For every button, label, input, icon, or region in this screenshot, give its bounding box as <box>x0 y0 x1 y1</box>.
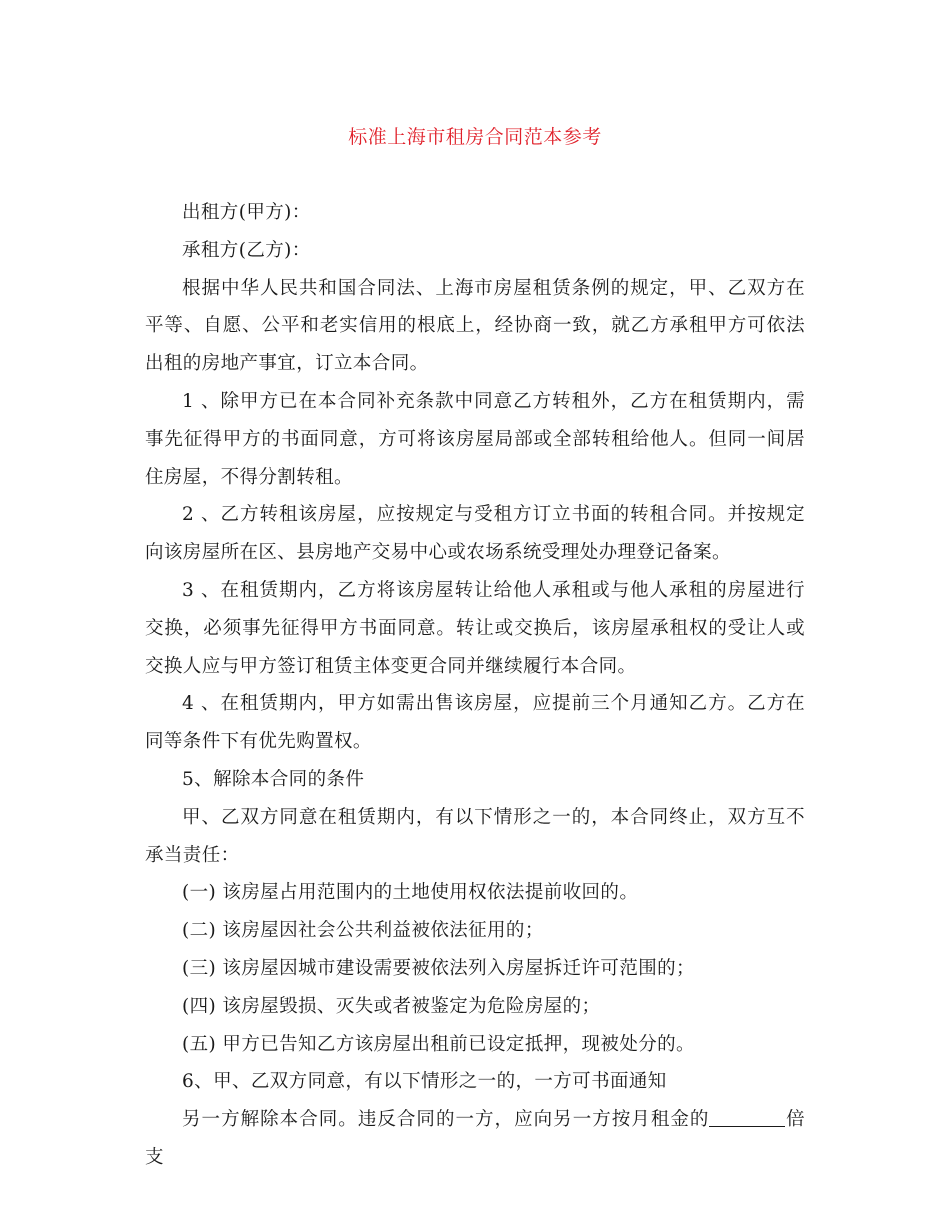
paragraph-clause-5-heading: 5、解除本合同的条件 <box>182 768 365 790</box>
fill-in-blank <box>709 1108 785 1128</box>
paragraph-item-5: (五) 甲方已告知乙方该房屋出租前已设定抵押，现被处分的。 <box>182 1033 695 1055</box>
paragraph-item-4: (四) 该房屋毁损、灭失或者被鉴定为危险房屋的； <box>182 995 601 1017</box>
paragraph-clause-3: 3 、在租赁期内，乙方将该房屋转让给他人承租或与他人承租的房屋进行交换，必须事先征得甲方书面同意。转让或交换后，该房屋承租权的受让人或交换人应与甲方签订租赁主体变更合同并继续履行本合同。 <box>145 579 805 677</box>
paragraph-clause-6: 6、甲、乙双方同意，有以下情形之一的，一方可书面通知 <box>182 1071 667 1093</box>
paragraph-clause-2: 2 、乙方转租该房屋，应按规定与受租方订立书面的转租合同。并按规定向该房屋所在区、县房地产交易中心或农场系统受理处办理登记备案。 <box>145 504 805 564</box>
document-title: 标准上海市租房合同范本参考 <box>348 126 602 148</box>
paragraph-item-2: (二) 该房屋因社会公共利益被依法征用的； <box>182 920 544 942</box>
paragraph-item-1: (一) 该房屋占用范围内的土地使用权依法提前收回的。 <box>182 882 639 904</box>
paragraph-lessor: 出租方(甲方)： <box>182 202 311 223</box>
paragraph-clause-1: 1 、除甲方已在本合同补充条款中同意乙方转租外，乙方在租赁期内，需事先征得甲方的书面同意，方可将该房屋局部或全部转租给他人。但同一间居住房屋，不得分割转租。 <box>145 390 805 488</box>
document-body <box>145 194 805 1177</box>
paragraph-clause-6-continued <box>145 1101 805 1177</box>
clause-6-text: 另一方解除本合同。违反合同的一方，应向另一方按月租金的 <box>182 1109 710 1131</box>
paragraph-preamble: 根据中华人民共和国合同法、上海市房屋租赁条例的规定，甲、乙双方在平等、自愿、公平和老实信用的根底上，经协商一致，就乙方承租甲方可依法出租的房地产事宜，订立本合同。 <box>145 277 805 375</box>
paragraph-item-3: (三) 该房屋因城市建设需要被依法列入房屋拆迁许可范围的； <box>182 957 695 979</box>
paragraph-clause-5-intro: 甲、乙双方同意在租赁期内，有以下情形之一的，本合同终止，双方互不承当责任： <box>145 806 805 866</box>
clause-6-text-tail: 倍支 <box>145 1109 805 1168</box>
paragraph-clause-4: 4 、在租赁期内，甲方如需出售该房屋，应提前三个月通知乙方。乙方在同等条件下有优先购置权。 <box>145 693 805 753</box>
paragraph-lessee: 承租方(乙方)： <box>182 239 311 261</box>
